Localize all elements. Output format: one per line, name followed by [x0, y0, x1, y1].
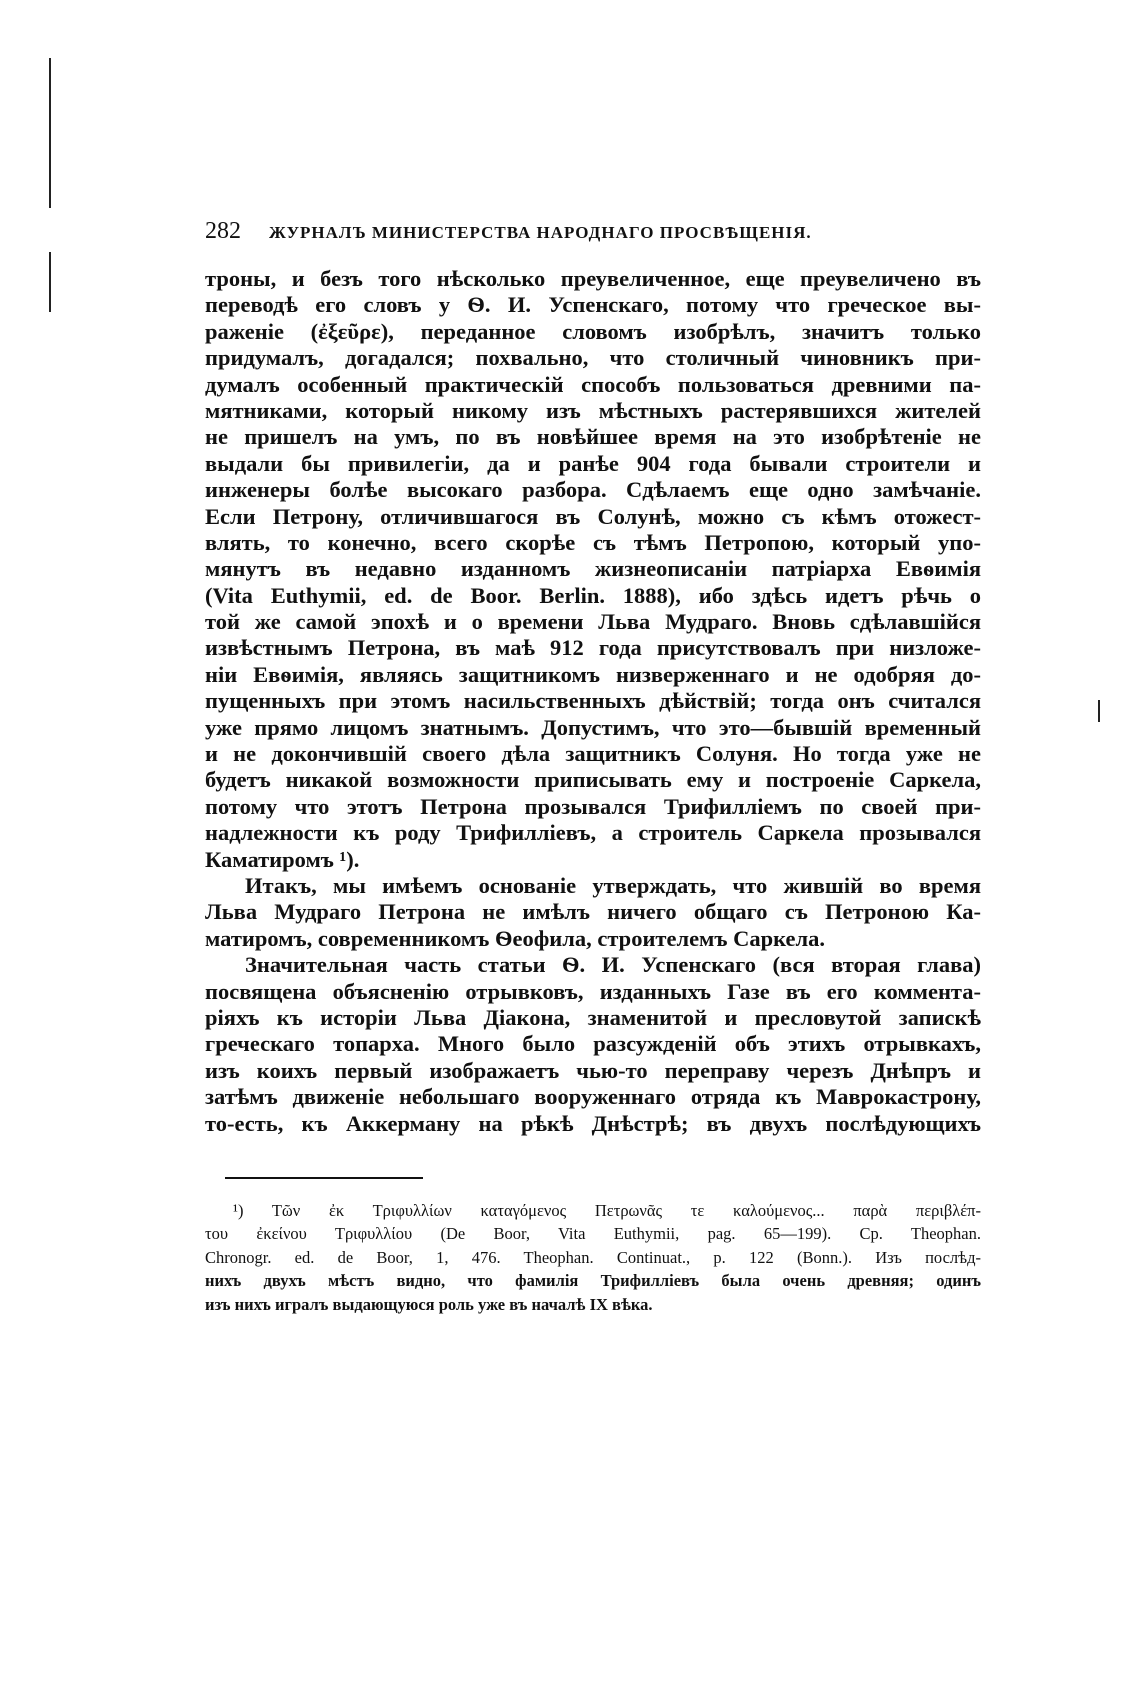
text-line: Льва Мудраго Петрона не имѣлъ ничего общаго съ Петроною Ка-	[205, 899, 981, 925]
text-line: мятниками, который никому изъ мѣстныхъ растерявшихся жителей	[205, 397, 981, 423]
text-line: будетъ никакой возможности приписывать ему и построеніе Саркела,	[205, 767, 981, 793]
footnote-line: ¹) Τῶν ἐκ Τριφυλλίων καταγόμενος Πετρωνᾶς τε καλούμενος... παρὰ περιβλέπ-	[233, 1200, 981, 1220]
footnote-divider	[225, 1177, 423, 1179]
text-line: влять, то конечно, всего скорѣе съ тѣмъ Петропою, который упо-	[205, 529, 981, 555]
body-text	[205, 266, 981, 1137]
text-line: думалъ особенный практическій способъ пользоваться древними па-	[205, 371, 981, 397]
text-line: извѣстнымъ Петрона, въ маѣ 912 года присутствовалъ при низложе-	[205, 635, 981, 661]
text-line: Если Петрону, отличившагося въ Солунѣ, можно съ кѣмъ отожест-	[205, 503, 981, 529]
text-line: переводѣ его словъ у Ѳ. И. Успенскаго, потому что греческое вы-	[205, 292, 981, 318]
running-title: ЖУРНАЛЪ МИНИСТЕРСТВА НАРОДНАГО ПРОСВѢЩЕНІЯ.	[269, 223, 812, 242]
text-line: Итакъ, мы имѣемъ основаніе утверждать, что жившій во время	[245, 872, 981, 898]
text-line: Значительная часть статьи Ѳ. И. Успенскаго (вся вторая глава)	[245, 952, 981, 978]
text-line: потому что этотъ Петрона прозывался Трифилліемъ по своей при-	[205, 793, 981, 819]
text-line: ріяхъ къ исторіи Льва Діакона, знаменитой и пресловутой запискѣ	[205, 1004, 981, 1030]
footnote-line: нихъ двухъ мѣстъ видно, что фамилія Трифилліевъ была очень древняя; одинъ	[205, 1271, 981, 1291]
margin-rule-top	[49, 58, 51, 208]
text-line: то-есть, къ Аккерману на рѣкѣ Днѣстрѣ; въ двухъ послѣдующихъ	[205, 1110, 981, 1136]
book-page	[205, 218, 981, 1316]
text-line: придумалъ, догадался; похвально, что столичный чиновникъ при-	[205, 345, 981, 371]
footnote-line: Chronogr. ed. de Boor, 1, 476. Theophan. Continuat., p. 122 (Bonn.). Изъ послѣд-	[205, 1247, 981, 1267]
text-line: ніи Евѳимія, являясь защитникомъ низверженнаго и не одобряя до-	[205, 661, 981, 687]
text-line: троны, и безъ того нѣсколько преувеличенное, еще преувеличено въ	[205, 266, 981, 291]
text-line: мянутъ въ недавно изданномъ жизнеописаніи патріарха Евѳимія	[205, 556, 981, 582]
text-line: пущенныхъ при этомъ насильственныхъ дѣйствій; тогда онъ считался	[205, 688, 981, 714]
text-line: затѣмъ движеніе небольшаго вооруженнаго отряда къ Маврокастрону,	[205, 1084, 981, 1110]
footnote-line: изъ нихъ игралъ выдающуюся роль уже въ началѣ IX вѣка.	[205, 1294, 653, 1314]
text-line: матиромъ, современникомъ Ѳеофила, строителемъ Саркела.	[205, 925, 826, 951]
text-line: и не докончившій своего дѣла защитникъ Солуня. Но тогда уже не	[205, 741, 981, 767]
margin-rule-middle	[49, 252, 51, 312]
text-line: инженеры болѣе высокаго разбора. Сдѣлаемъ еще одно замѣчаніе.	[205, 477, 981, 503]
footnote	[205, 1199, 981, 1317]
footnote-line: του ἐκείνου Τριφυλλίου (De Boor, Vita Euthymii, pag. 65—199). Cp. Theophan.	[205, 1224, 981, 1244]
text-line: (Vita Euthymii, ed. de Boor. Berlin. 1888), ибо здѣсь идетъ рѣчь о	[205, 582, 981, 608]
text-line: раженіе (ἐξεῦρε), переданное словомъ изобрѣлъ, значитъ только	[205, 318, 981, 344]
text-line: уже прямо лицомъ знатнымъ. Допустимъ, что это—бывшій временный	[205, 714, 981, 740]
text-line: греческаго топарха. Много было разсужденій объ этихъ отрывкахъ,	[205, 1031, 981, 1057]
text-line: изъ коихъ первый изображаетъ чью-то переправу черезъ Днѣпръ и	[205, 1057, 981, 1083]
text-line: выдали бы привилегіи, да и ранѣе 904 года бывали строители и	[205, 450, 981, 476]
text-line: посвящена объясненію отрывковъ, изданныхъ Газе въ его коммента-	[205, 978, 981, 1004]
text-line: надлежности къ роду Трифилліевъ, а строитель Саркела прозывался	[205, 820, 981, 846]
text-line: той же самой эпохѣ и о времени Льва Мудраго. Вновь сдѣлавшійся	[205, 609, 981, 635]
page-number: 282	[205, 218, 241, 244]
page-header	[205, 218, 981, 254]
text-line: не пришелъ на умъ, по въ новѣйшее время на это изобрѣтеніе не	[205, 424, 981, 450]
text-line: Каматиромъ ¹).	[205, 846, 360, 872]
margin-rule-right	[1098, 700, 1100, 722]
